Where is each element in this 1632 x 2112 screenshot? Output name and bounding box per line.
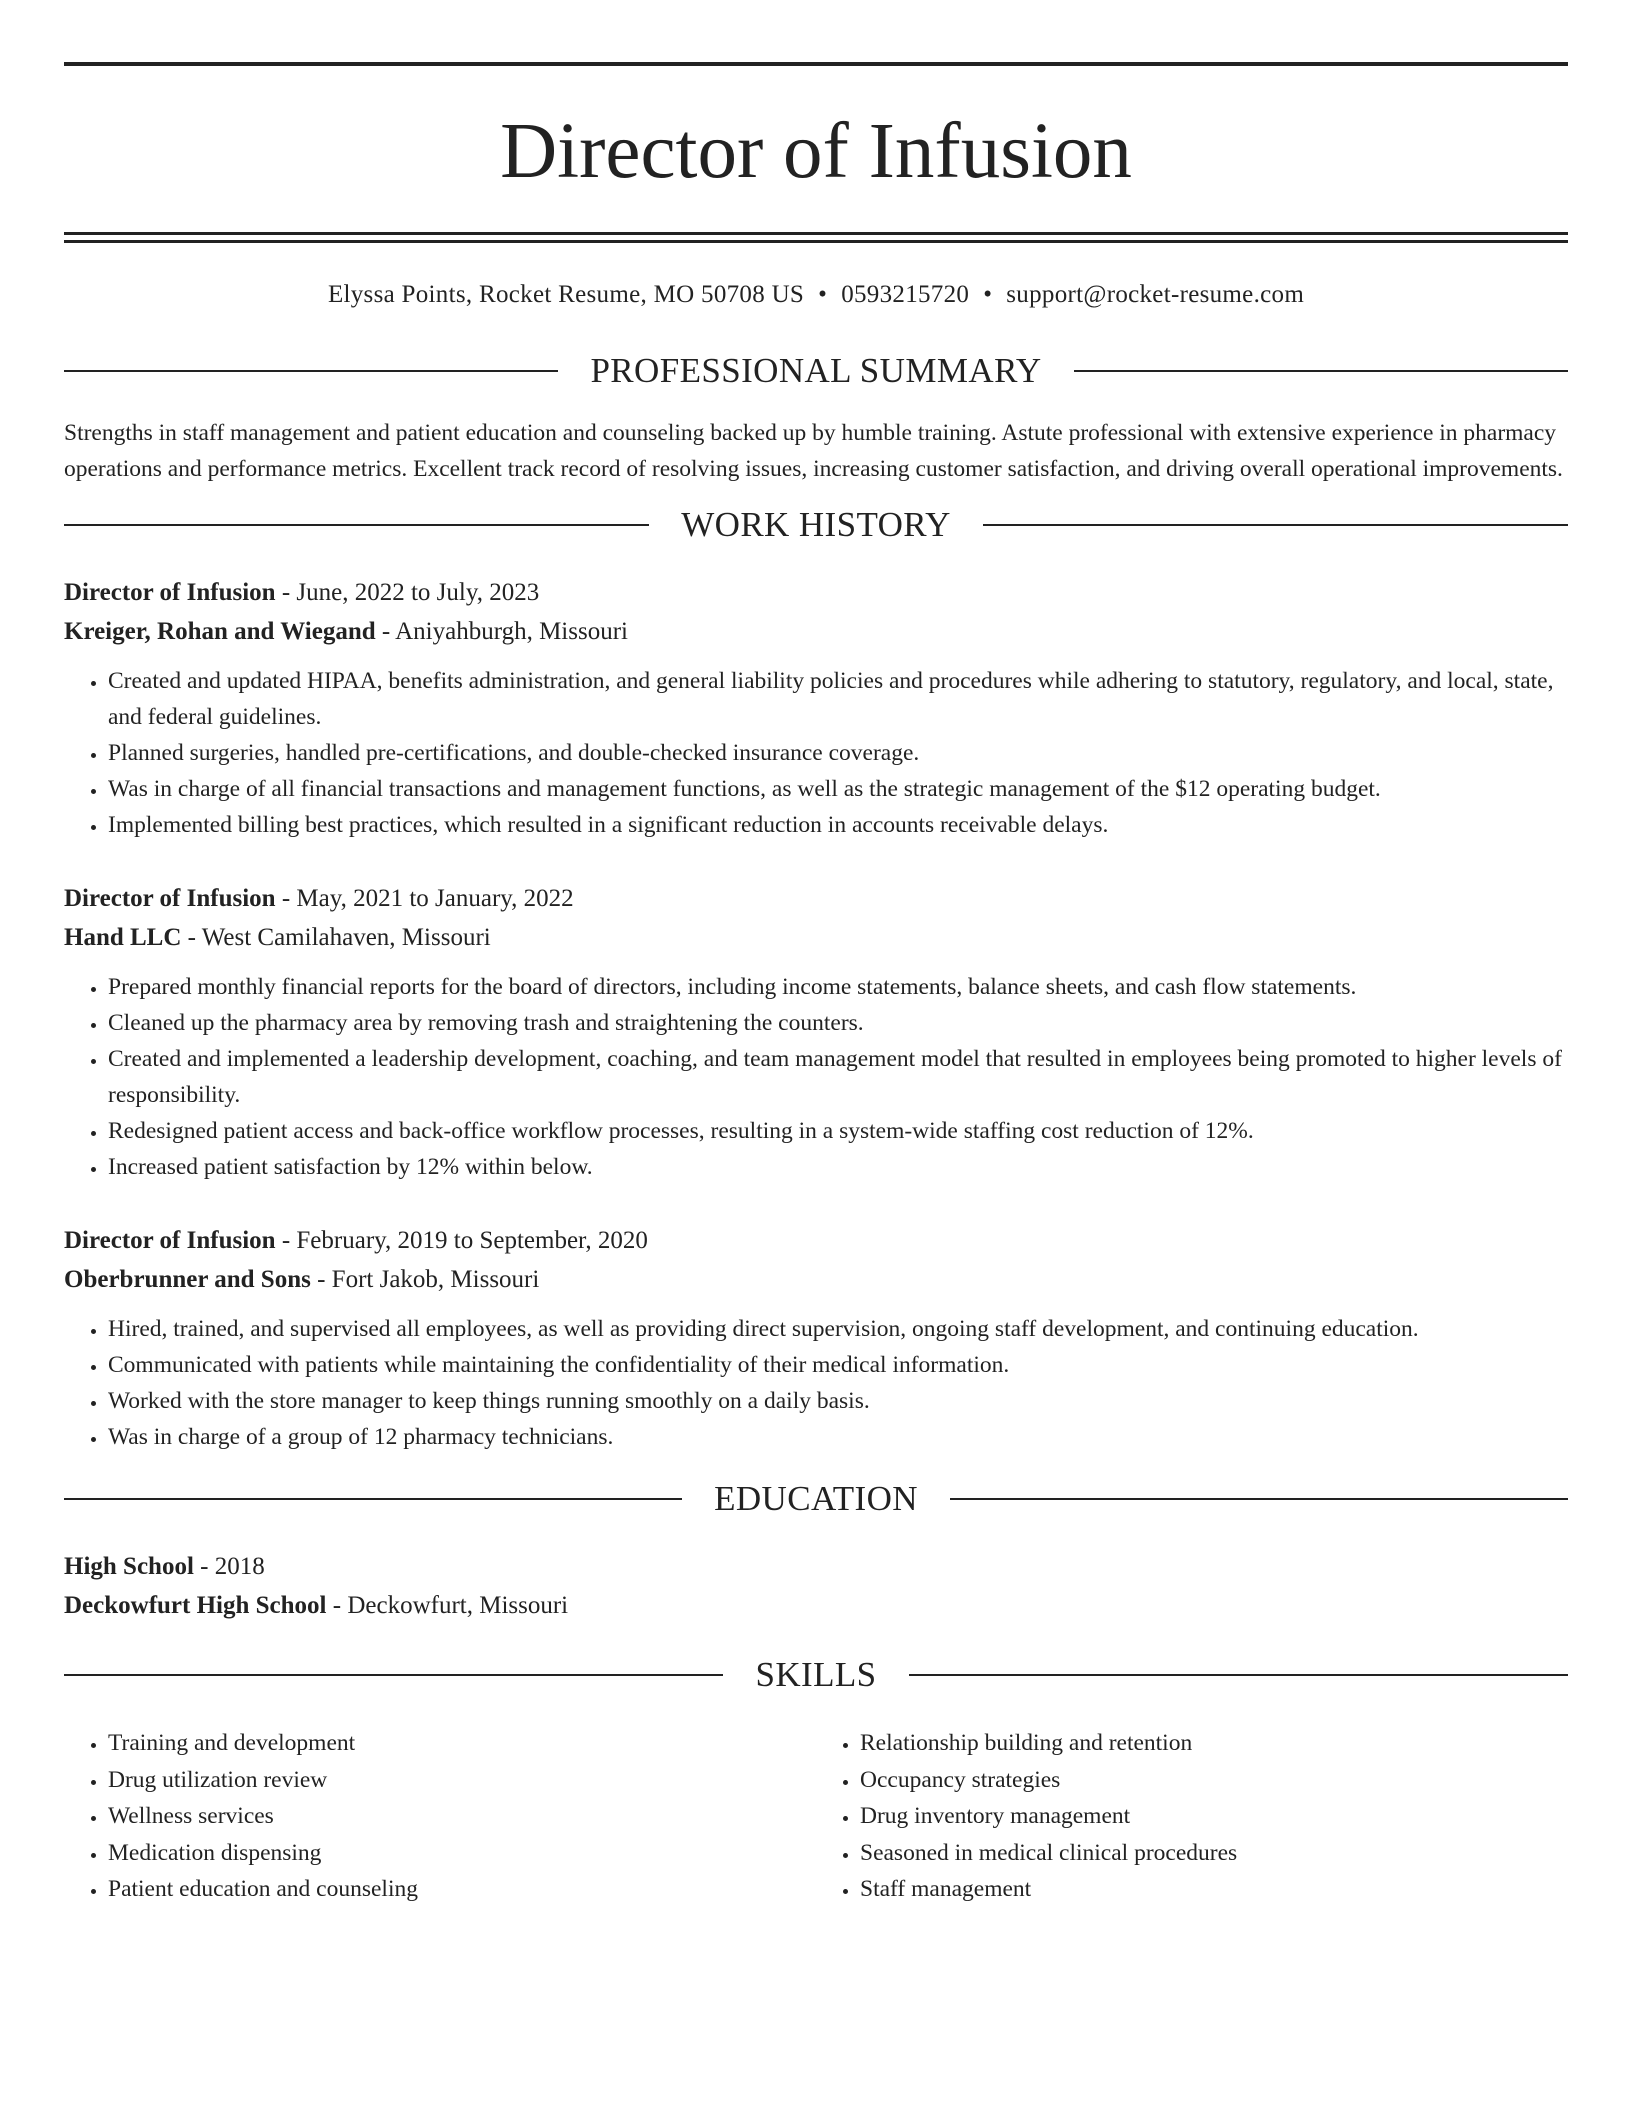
skills-grid [64, 1725, 1568, 1908]
job-title: Director of Infusion [64, 885, 276, 912]
skill-item: • Wellness services [108, 1798, 816, 1835]
job-entry [64, 573, 1568, 843]
section-header-work [64, 503, 1568, 547]
job-company: Hand LLC [64, 924, 182, 951]
job-company-line [64, 1260, 1568, 1299]
job-company-line [64, 612, 1568, 651]
job-bullet: • Was in charge of a group of 12 pharmacy technicians. [108, 1419, 1568, 1455]
contact-email: support@rocket-resume.com [1006, 281, 1305, 308]
skill-item: • Drug utilization review [108, 1762, 816, 1799]
job-bullet: • Worked with the store manager to keep things running smoothly on a daily basis. [108, 1383, 1568, 1419]
skill-item: • Drug inventory management [860, 1798, 1568, 1835]
education-year: - 2018 [193, 1553, 265, 1580]
resume-title: Director of Infusion [500, 108, 1132, 195]
job-dates: - February, 2019 to September, 2020 [275, 1227, 648, 1254]
skill-item: • Medication dispensing [108, 1835, 816, 1872]
skill-item: • Seasoned in medical clinical procedures [860, 1835, 1568, 1872]
job-company: Oberbrunner and Sons [64, 1266, 311, 1293]
job-title: Director of Infusion [64, 579, 276, 606]
contact-line [64, 279, 1568, 311]
job-entry [64, 1221, 1568, 1455]
skill-item: • Occupancy strategies [860, 1762, 1568, 1799]
job-company-line [64, 918, 1568, 957]
job-bullet: • Prepared monthly financial reports for the board of directors, including income statements, balance sheets, and cash flow statements. [108, 969, 1568, 1005]
education-school: Deckowfurt High School [64, 1592, 327, 1619]
education-degree-line [64, 1547, 1568, 1586]
job-dates: - May, 2021 to January, 2022 [275, 885, 574, 912]
job-bullets [64, 969, 1568, 1185]
section-rule-right [983, 524, 1568, 526]
summary-text: Strengths in staff management and patient education and counseling backed up by humble training. Astute professional with extensive experience in pharmacy operations and performance metrics. Excellent track record of resolving issues, increasing customer satisfaction, and driving overall operational improvements. [64, 420, 1563, 482]
section-title-education: EDUCATION [714, 1479, 918, 1518]
skill-item: • Patient education and counseling [108, 1871, 816, 1908]
skills-column-right [816, 1725, 1568, 1908]
contact-separator: • [818, 281, 828, 308]
job-title-line [64, 1221, 1568, 1260]
job-bullet: • Created and implemented a leadership development, coaching, and team management model that resulted in employees being promoted to higher levels of responsibility. [108, 1041, 1568, 1113]
job-bullet: • Communicated with patients while maintaining the confidentiality of their medical information. [108, 1347, 1568, 1383]
contact-phone: 0593215720 [841, 281, 970, 308]
job-bullet: • Redesigned patient access and back-office workflow processes, resulting in a system-wide staffing cost reduction of 12%. [108, 1113, 1568, 1149]
job-title: Director of Infusion [64, 1227, 276, 1254]
job-bullet: • Increased patient satisfaction by 12% within below. [108, 1149, 1568, 1185]
education-school-line [64, 1586, 1568, 1625]
section-title-skills: SKILLS [755, 1655, 877, 1694]
skills-column-left [64, 1725, 816, 1908]
job-title-line [64, 879, 1568, 918]
job-location: - West Camilahaven, Missouri [181, 924, 491, 951]
section-title-summary: PROFESSIONAL SUMMARY [590, 351, 1042, 390]
skill-item: • Relationship building and retention [860, 1725, 1568, 1762]
contact-separator: • [983, 281, 993, 308]
education-entry [64, 1547, 1568, 1625]
job-location: - Aniyahburgh, Missouri [375, 618, 628, 645]
education-degree: High School [64, 1553, 194, 1580]
header-double-rule [64, 232, 1568, 243]
section-header-education [64, 1477, 1568, 1521]
section-rule-left [64, 1498, 682, 1500]
job-bullet: • Was in charge of all financial transactions and management functions, as well as the strategic management of the $12 operating budget. [108, 771, 1568, 807]
work-history-list [64, 573, 1568, 1455]
job-dates: - June, 2022 to July, 2023 [275, 579, 540, 606]
section-header-summary [64, 349, 1568, 393]
job-location: - Fort Jakob, Missouri [310, 1266, 540, 1293]
job-bullet: • Hired, trained, and supervised all employees, as well as providing direct supervision, ongoing staff development, and continuing education. [108, 1311, 1568, 1347]
section-title-work: WORK HISTORY [681, 505, 951, 544]
section-rule-left [64, 1674, 723, 1676]
job-bullet: • Cleaned up the pharmacy area by removing trash and straightening the counters. [108, 1005, 1568, 1041]
section-rule-left [64, 370, 558, 372]
section-rule-left [64, 524, 649, 526]
job-bullet: • Created and updated HIPAA, benefits administration, and general liability policies and procedures while adhering to statutory, regulatory, and local, state, and federal guidelines. [108, 663, 1568, 735]
section-rule-right [950, 1498, 1568, 1500]
job-title-line [64, 573, 1568, 612]
job-entry [64, 879, 1568, 1185]
job-company: Kreiger, Rohan and Wiegand [64, 618, 376, 645]
section-header-skills [64, 1653, 1568, 1697]
contact-address: Elyssa Points, Rocket Resume, MO 50708 US [327, 281, 805, 308]
job-bullets [64, 663, 1568, 843]
job-bullet: • Planned surgeries, handled pre-certifications, and double-checked insurance coverage. [108, 735, 1568, 771]
section-rule-right [1074, 370, 1568, 372]
section-rule-right [909, 1674, 1568, 1676]
job-bullets [64, 1311, 1568, 1455]
skill-item: • Staff management [860, 1871, 1568, 1908]
skill-item: • Training and development [108, 1725, 816, 1762]
job-bullet: • Implemented billing best practices, which resulted in a significant reduction in accounts receivable delays. [108, 807, 1568, 843]
header-top-rule [64, 62, 1568, 66]
education-location: - Deckowfurt, Missouri [326, 1592, 569, 1619]
